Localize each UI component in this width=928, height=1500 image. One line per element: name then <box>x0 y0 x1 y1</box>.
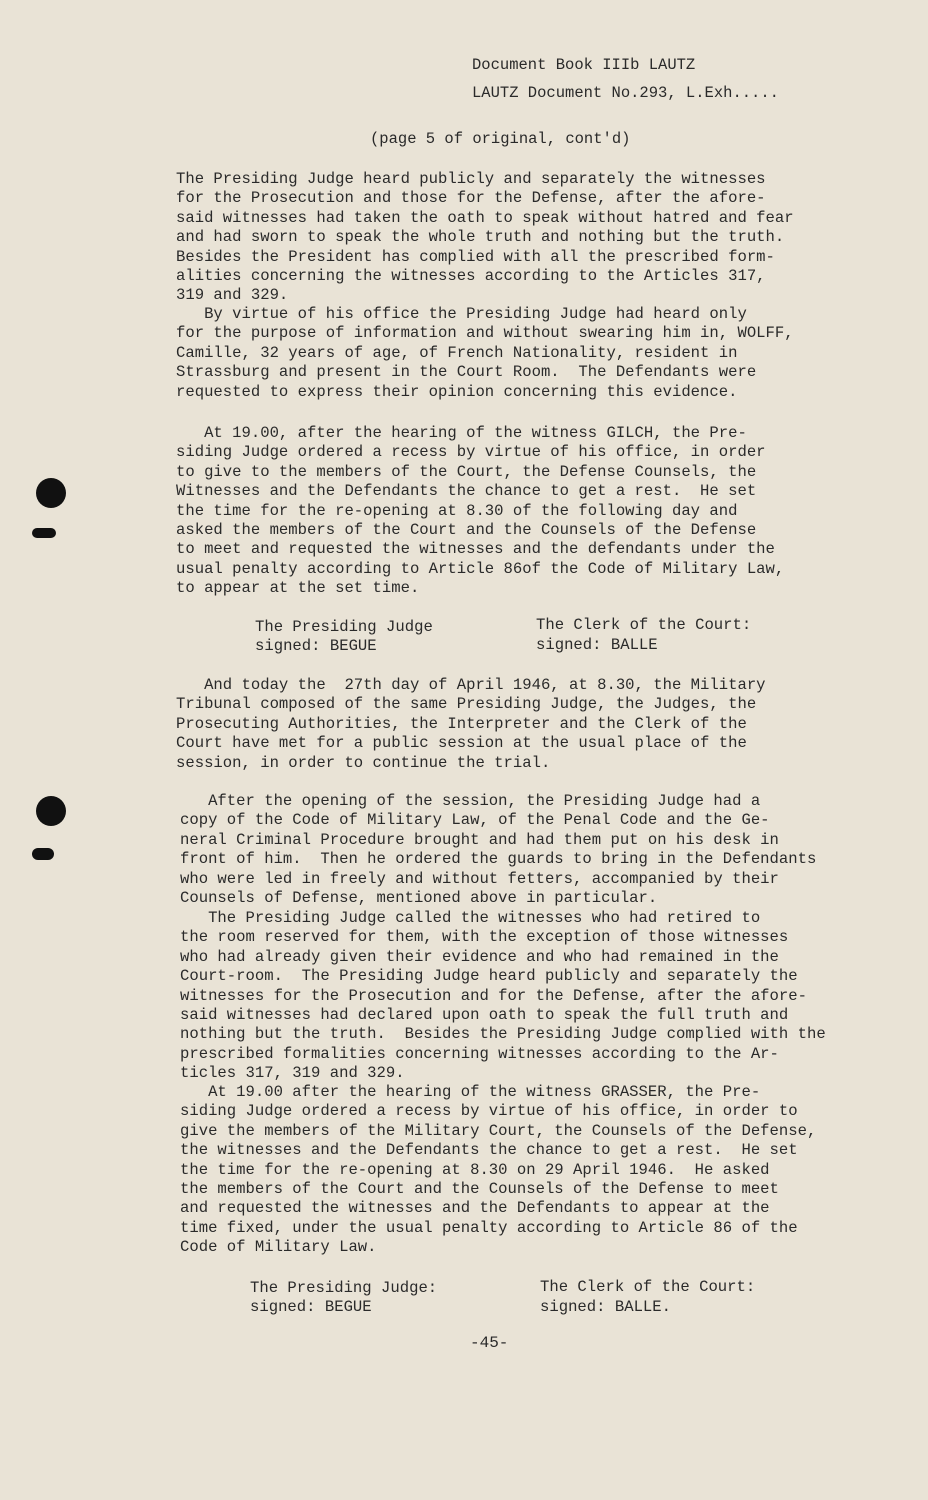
paragraph-recess-gilch: At 19.00, after the hearing of the witness GILCH, the Pre- siding Judge ordered a recess by virtue of his office, in order to give to the members of the Court, the Defense Counsels, the Witnesses and the Defendants the chance to get a rest. He set the time for the re-opening at 8.30 of the following day and asked the members of the Court and the Counsels of the Defense to meet and requested the witnesses and the defendants under the usual penalty according to Article 86of the Code of Military Law, to appear at the set time. <box>176 424 785 598</box>
paragraph-wolff-information: By virtue of his office the Presiding Judge had heard only for the purpose of information and without swearing him in, WOLFF, Camille, 32 years of age, of French Nationality, resident in Strassburg and present in the Court Room. The Defendants were requested to express their opinion concerning this evidence. <box>176 305 794 401</box>
presiding-judge-title-2: The Presiding Judge: <box>250 1279 438 1297</box>
binding-mark-icon <box>32 848 54 860</box>
clerk-signature: signed: BALLE <box>536 636 658 654</box>
punch-hole-icon <box>36 796 66 826</box>
paragraph-witnesses-heard: The Presiding Judge heard publicly and separately the witnesses for the Prosecution and those for the Defense, after the afore- said witnesses had taken the oath to speak without hatred and fear and had sworn to speak the whole truth and nothing but the truth. Besides the President has complied with all the prescribed form- alities concerning the witnesses according to the Articles 317, 319 and 329. <box>176 170 794 305</box>
binding-mark-icon <box>32 528 56 538</box>
paragraph-opening-session: After the opening of the session, the Presiding Judge had a copy of the Code of Military Law, of the Penal Code and the Ge- neral Criminal Procedure brought and had them put on his desk in front of him. Then he ordered the guards to bring in the Defendants who were led in freely and without fetters, accompanied by their Counsels of Defense, mentioned above in particular. <box>180 792 817 908</box>
paragraph-recess-grasser: At 19.00 after the hearing of the witness GRASSER, the Pre- siding Judge ordered a recess by virtue of his office, in order to give the members of the Military Court, the Counsels of the Defense, the witnesses and the Defendants the chance to get a rest. He set the time for the re-opening at 8.30 on 29 April 1946. He asked the members of the Court and the Counsels of the Defense to meet and requested the witnesses and the Defendants to appear at the time fixed, under the usual penalty according to Article 86 of the Code of Military Law. <box>180 1083 817 1257</box>
page-reference: (page 5 of original, cont'd) <box>370 130 631 148</box>
paragraph-witnesses-called: The Presiding Judge called the witnesses who had retired to the room reserved for them, with the exception of those witnesses who had already given their evidence and who had remained in the Court-room. The Presiding Judge heard publicly and separately the witnesses for the Prosecution and for the Defense, after the afore- said witnesses had declared upon oath to speak the full truth and nothing but the truth. Besides the Presiding Judge complied with the prescribed formalities concerning witnesses according to the Ar- ticles 317, 319 and 329. <box>180 909 826 1083</box>
document-number-line: LAUTZ Document No.293, L.Exh..... <box>472 84 779 102</box>
clerk-title-2: The Clerk of the Court: <box>540 1278 756 1296</box>
document-book-line: Document Book IIIb LAUTZ <box>472 56 696 74</box>
clerk-signature-2: signed: BALLE. <box>540 1298 672 1316</box>
clerk-title: The Clerk of the Court: <box>536 616 752 634</box>
presiding-judge-signature-2: signed: BEGUE <box>250 1298 372 1316</box>
presiding-judge-signature: signed: BEGUE <box>255 637 377 655</box>
presiding-judge-title: The Presiding Judge <box>255 618 433 636</box>
paragraph-session-27-april: And today the 27th day of April 1946, at 8.30, the Military Tribunal composed of the same Presiding Judge, the Judges, the Prosecuting Authorities, the Interpreter and the Clerk of the Court have met for a public session at the usual place of the session, in order to continue the trial. <box>176 676 766 772</box>
page-number: -45- <box>470 1334 509 1352</box>
punch-hole-icon <box>36 478 66 508</box>
